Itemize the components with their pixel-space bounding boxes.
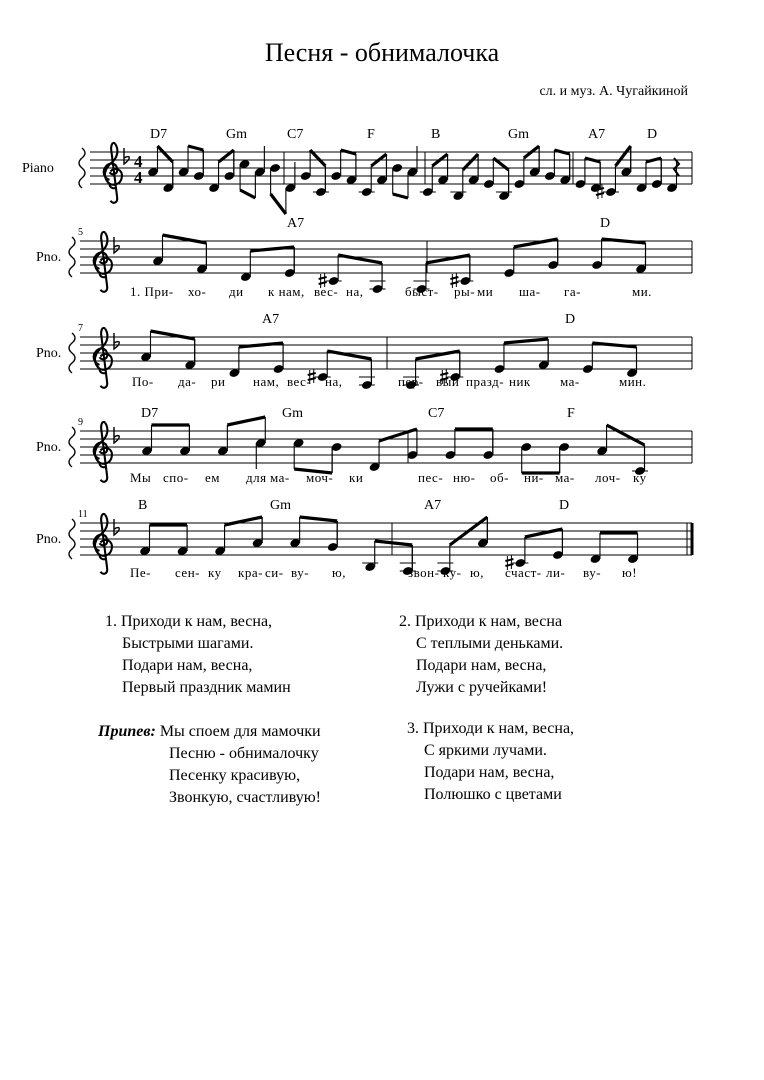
note-beam: [393, 194, 408, 198]
chorus-label: Припев:: [98, 723, 156, 740]
note-beam: [602, 239, 646, 243]
chorus-line: Песню - обнималочку: [169, 745, 319, 762]
lyric-syllable: на,: [346, 284, 364, 299]
note-beam: [240, 190, 255, 198]
chord-symbol: Gm: [508, 127, 529, 142]
chord-symbol: A7: [424, 498, 442, 513]
lyric-syllable: ма-: [555, 470, 575, 485]
system-brace-icon: [69, 237, 75, 277]
lyric-syllable: празд-: [466, 374, 505, 389]
system-brace-icon: [69, 333, 75, 373]
chord-symbol: A7: [287, 216, 305, 231]
chord-symbol: D: [565, 312, 576, 327]
verse-2: [399, 611, 563, 699]
lyric-syllable: ник: [509, 374, 531, 389]
lyric-syllable: ми: [477, 284, 494, 299]
note-beam: [300, 517, 338, 521]
lyric-syllable: Пе-: [130, 565, 151, 580]
chord-symbol: F: [367, 127, 375, 142]
chord-symbol: Gm: [226, 127, 247, 142]
key-signature-flat-icon: [114, 427, 119, 443]
note-beam: [151, 331, 195, 339]
note-beam: [592, 343, 636, 347]
note-beam: [554, 150, 569, 154]
chord-symbol: Gm: [282, 406, 303, 421]
chord-symbol: B: [431, 127, 441, 142]
verse-1-line: Первый праздник мамин: [122, 679, 291, 696]
chord-symbol: F: [567, 406, 575, 421]
quarter-rest-icon: [674, 158, 679, 176]
lyric-syllable: ву-: [583, 565, 602, 580]
lyric-syllable: мин.: [619, 374, 647, 389]
instrument-label: Piano: [22, 161, 54, 176]
lyric-syllable: об-: [490, 470, 509, 485]
system-brace-icon: [69, 427, 75, 467]
key-signature-flat-icon: [114, 333, 119, 349]
note-beam: [225, 517, 263, 525]
note-beam: [504, 339, 548, 343]
lyric-syllable: ю,: [470, 565, 484, 580]
chorus: [98, 721, 321, 809]
lyric-syllable: Мы: [130, 470, 152, 485]
verse-3-line: Подари нам, весна,: [424, 764, 555, 781]
lyric-syllable: лоч-: [595, 470, 621, 485]
lyric-syllable: си-: [265, 565, 284, 580]
music-system: [36, 312, 692, 390]
system-brace-icon: [69, 519, 75, 559]
note-beam: [375, 541, 413, 545]
verse-3-line: 3. Приходи к нам, весна,: [407, 720, 575, 737]
lyric-syllable: ку-: [443, 565, 462, 580]
system-brace-icon: [79, 148, 85, 188]
lyric-syllable: ем: [205, 470, 220, 485]
music-system: [22, 127, 692, 214]
verse-1-line: 1. Приходи к нам, весна,: [105, 613, 273, 630]
lyric-syllable: для: [246, 470, 267, 485]
note-beam: [341, 150, 356, 154]
instrument-label: Pno.: [36, 346, 62, 361]
lyric-syllable: ма-: [270, 470, 290, 485]
verse-2-line: Подари нам, весна,: [416, 657, 547, 674]
lyric-syllable: пес-: [418, 470, 444, 485]
chord-symbol: D: [600, 216, 611, 231]
lyric-syllable: быст-: [405, 284, 439, 299]
chord-symbol: Gm: [270, 498, 291, 513]
chorus-line: Мы споем для мамочки: [159, 723, 321, 740]
lyric-syllable: ку: [208, 565, 222, 580]
lyric-syllable: ли-: [546, 565, 566, 580]
chord-symbol: D: [647, 127, 658, 142]
music-system: [36, 498, 692, 580]
note-beam: [227, 417, 265, 425]
lyric-syllable: ю,: [332, 565, 346, 580]
note-beam: [188, 146, 203, 150]
lyric-syllable: ры-: [454, 284, 476, 299]
lyric-syllable: ню-: [453, 470, 476, 485]
lyric-syllable: моч-: [306, 470, 334, 485]
chord-symbol: D7: [150, 127, 168, 142]
music-system: [36, 216, 692, 299]
lyric-syllable: По-: [132, 374, 154, 389]
note-beam: [338, 255, 382, 263]
lyric-syllable: нам,: [253, 374, 280, 389]
key-signature-flat-icon: [114, 519, 119, 535]
note-beam: [514, 239, 558, 247]
lyric-syllable: ку: [633, 470, 647, 485]
verse-3-line: Полюшко с цветами: [424, 786, 562, 803]
note-beam: [607, 425, 645, 445]
chorus-line: Песенку красивую,: [169, 767, 301, 784]
music-system: [36, 406, 692, 485]
lyric-syllable: ми.: [632, 284, 652, 299]
note-beam: [585, 158, 600, 162]
chord-symbol: A7: [262, 312, 280, 327]
note-beam: [163, 235, 207, 243]
time-signature-bottom: 4: [134, 168, 143, 187]
key-signature-flat-icon: [124, 148, 129, 164]
lyric-syllable: вый: [436, 374, 460, 389]
chorus-line: Звонкую, счастливую!: [169, 789, 321, 806]
lyric-syllable: хо-: [188, 284, 207, 299]
lyric-syllable: га-: [564, 284, 581, 299]
note-beam: [271, 194, 286, 214]
verse-1-line: Подари нам, весна,: [122, 657, 253, 674]
lyric-syllable: вес-: [314, 284, 339, 299]
chord-symbol: C7: [287, 127, 304, 142]
lyric-syllable: кра-: [238, 565, 263, 580]
verse-2-line: 2. Приходи к нам, весна: [399, 613, 563, 630]
verse-2-line: Лужи с ручейками!: [416, 679, 548, 696]
lyric-syllable: ву-: [291, 565, 310, 580]
time-signature-top: 4: [134, 152, 143, 171]
lyric-syllable: ки: [349, 470, 364, 485]
chord-symbol: A7: [588, 127, 606, 142]
note-beam: [327, 351, 371, 359]
key-signature-flat-icon: [114, 237, 119, 253]
lyric-syllable: вес-: [287, 374, 312, 389]
chord-symbol: D7: [141, 406, 159, 421]
note-beam: [525, 529, 563, 537]
verse-3-line: С яркими лучами.: [424, 742, 547, 759]
verse-2-line: С теплыми деньками.: [416, 635, 564, 652]
measure-number: 9: [78, 417, 83, 428]
lyric-syllable: ю!: [622, 565, 638, 580]
lyric-syllable: ма-: [560, 374, 580, 389]
lyric-syllable: на,: [325, 374, 343, 389]
note-beam: [416, 351, 460, 359]
chord-symbol: C7: [428, 406, 445, 421]
lyric-syllable: ди: [229, 284, 244, 299]
note-beam: [250, 247, 294, 251]
note-beam: [615, 146, 630, 166]
lyric-syllable: ри: [211, 374, 226, 389]
lyric-syllable: спо-: [163, 470, 189, 485]
song-title: Песня - обнималочка: [264, 38, 500, 67]
chord-symbol: D: [559, 498, 570, 513]
note-beam: [646, 158, 661, 162]
verse-1: [105, 611, 291, 699]
verse-1-line: Быстрыми шагами.: [122, 635, 254, 652]
note-beam: [426, 255, 470, 263]
lyric-syllable: счаст-: [505, 565, 542, 580]
lyric-syllable: звон-: [408, 565, 440, 580]
lyric-syllable: пер-: [398, 374, 424, 389]
lyric-syllable: ни-: [524, 470, 544, 485]
lyric-syllable: к нам,: [268, 284, 305, 299]
chord-symbol: B: [138, 498, 148, 513]
instrument-label: Pno.: [36, 250, 62, 265]
note-beam: [239, 343, 283, 347]
lyric-syllable: 1. При-: [130, 284, 174, 299]
measure-number: 7: [78, 323, 83, 334]
instrument-label: Pno.: [36, 440, 62, 455]
lyric-syllable: сен-: [175, 565, 200, 580]
measure-number: 11: [78, 509, 88, 520]
lyric-syllable: ша-: [519, 284, 541, 299]
instrument-label: Pno.: [36, 532, 62, 547]
verse-3: [407, 718, 574, 806]
measure-number: 5: [78, 227, 83, 238]
lyric-syllable: да-: [178, 374, 197, 389]
composer-credit: сл. и муз. А. Чугайкиной: [539, 84, 688, 99]
